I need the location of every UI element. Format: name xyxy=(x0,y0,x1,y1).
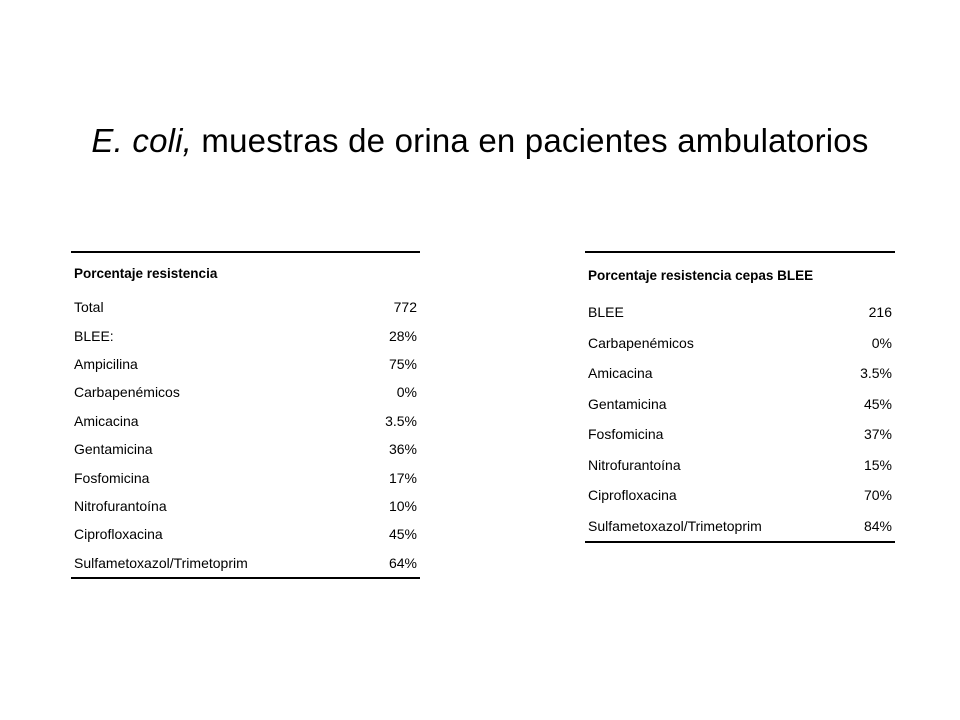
table-row xyxy=(585,511,895,543)
row-value: 64% xyxy=(359,549,420,578)
table-row xyxy=(71,492,420,520)
table-row xyxy=(71,435,420,463)
row-label: Sulfametoxazol/Trimetoprim xyxy=(585,511,841,543)
table-row xyxy=(71,463,420,491)
table-row xyxy=(71,350,420,378)
row-value: 45% xyxy=(388,526,417,543)
row-label: Nitrofurantoína xyxy=(588,456,681,473)
row-value: 10% xyxy=(388,497,417,514)
row-value: 0% xyxy=(396,384,417,401)
row-label: Carbapenémicos xyxy=(588,334,694,351)
row-value: 45% xyxy=(863,395,892,412)
row-label: Total xyxy=(74,299,104,316)
row-value: 70% xyxy=(863,487,892,504)
table-row xyxy=(585,419,895,450)
row-label: Nitrofurantoína xyxy=(74,497,167,514)
table-header-row xyxy=(71,252,420,293)
table-row xyxy=(71,407,420,435)
table-row xyxy=(585,389,895,420)
row-value: 17% xyxy=(388,469,417,486)
row-value: 37% xyxy=(863,426,892,443)
row-label: Gentamicina xyxy=(588,395,667,412)
table-row xyxy=(71,293,420,321)
row-value: 75% xyxy=(388,355,417,372)
row-label: Ampicilina xyxy=(74,355,138,372)
resistance-table-overall xyxy=(71,251,420,579)
table-row xyxy=(585,480,895,511)
table-header: Porcentaje resistencia xyxy=(71,252,420,293)
row-value: 3.5% xyxy=(385,412,417,429)
row-label: Ciprofloxacina xyxy=(588,487,677,504)
row-value: 3.5% xyxy=(860,365,892,382)
row-label: Gentamicina xyxy=(74,441,153,458)
row-label: Carbapenémicos xyxy=(74,384,180,401)
row-value: 216 xyxy=(868,304,892,321)
table-row xyxy=(71,378,420,406)
row-value: 772 xyxy=(393,299,417,316)
table-row xyxy=(71,520,420,548)
table-row xyxy=(585,297,895,328)
row-label: Amicacina xyxy=(74,412,139,429)
row-label: Fosfomicina xyxy=(588,426,664,443)
table-row xyxy=(585,328,895,359)
table-header-row xyxy=(585,252,895,297)
table-header: Porcentaje resistencia cepas BLEE xyxy=(585,252,895,297)
table-row xyxy=(71,549,420,578)
row-label: BLEE: xyxy=(74,327,114,344)
title-text: muestras de orina en pacientes ambulatorios xyxy=(192,122,869,159)
row-label: Ciprofloxacina xyxy=(74,526,163,543)
row-label: Sulfametoxazol/Trimetoprim xyxy=(71,549,359,578)
row-value: 84% xyxy=(841,511,895,543)
table-row xyxy=(71,321,420,349)
title-organism: E. coli, xyxy=(91,122,193,159)
row-value: 15% xyxy=(863,456,892,473)
row-value: 28% xyxy=(388,327,417,344)
resistance-table-blee xyxy=(585,251,895,543)
row-label: BLEE xyxy=(588,304,624,321)
row-label: Fosfomicina xyxy=(74,469,150,486)
slide-title xyxy=(0,114,960,168)
table-row xyxy=(585,450,895,481)
row-value: 36% xyxy=(388,441,417,458)
row-label: Amicacina xyxy=(588,365,653,382)
row-value: 0% xyxy=(871,334,892,351)
table-row xyxy=(585,358,895,389)
